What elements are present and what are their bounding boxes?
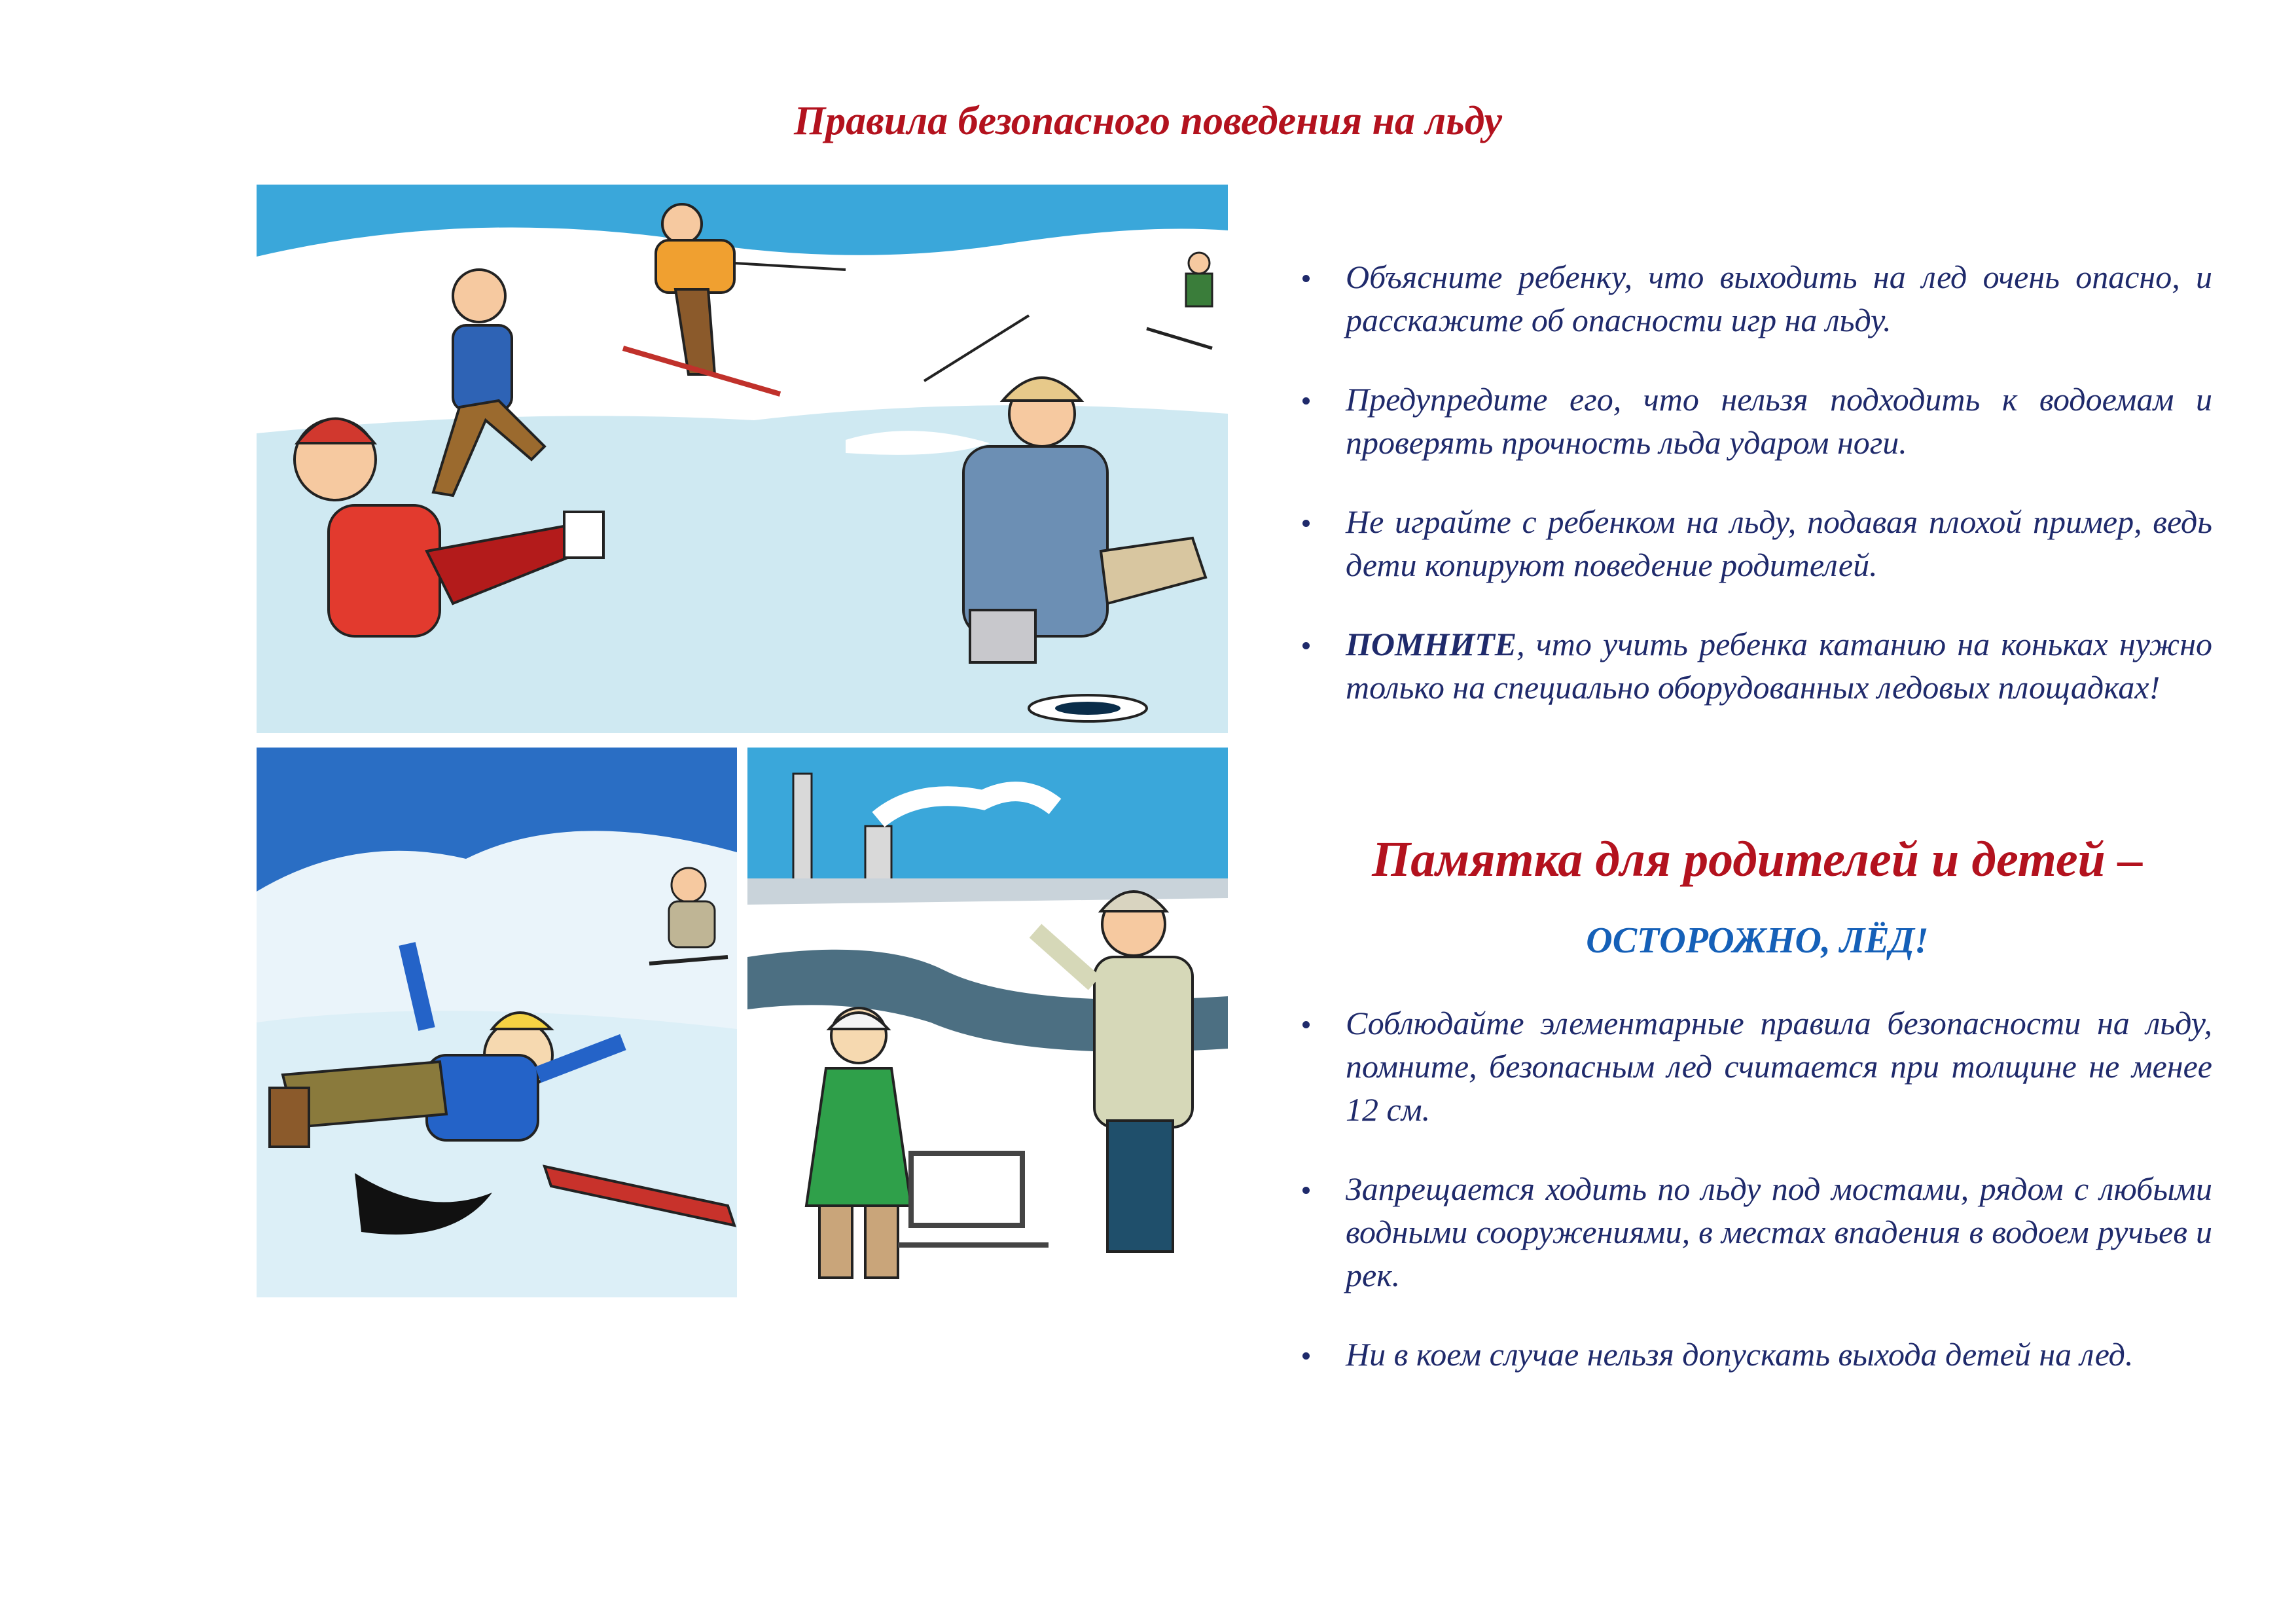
rule-item: Соблюдайте элементарные правила безопасности на льду, помните, безопасным лед считается при толщине не менее 12 см. bbox=[1302, 1001, 2212, 1131]
rule-item: Запрещается ходить по льду под мостами, рядом с любыми водными сооружениями, в местах впадения в водоем ручьев и рек. bbox=[1302, 1167, 2212, 1297]
bullet-icon bbox=[1302, 1352, 1310, 1360]
illustration-falling-through-ice bbox=[257, 748, 737, 1297]
rules-list-top bbox=[1302, 255, 2212, 745]
bullet-icon bbox=[1302, 520, 1310, 527]
illustration-collage bbox=[257, 185, 1228, 1297]
rule-item: Не играйте с ребенком на льду, подавая плохой пример, ведь дети копируют поведение родителей. bbox=[1302, 500, 2212, 586]
rule-item: Ни в коем случае нельзя допускать выхода детей на лед. bbox=[1302, 1333, 2212, 1376]
bullet-icon bbox=[1302, 1021, 1310, 1028]
bullet-icon bbox=[1302, 1187, 1310, 1194]
page-title: Правила безопасного поведения на льду bbox=[793, 99, 1503, 143]
rule-item: Предупредите его, что нельзя подходить к водоемам и проверять прочность льда ударом ноги. bbox=[1302, 378, 2212, 464]
illustration-skating-on-ice bbox=[257, 185, 1228, 733]
rules-list-bottom bbox=[1302, 1001, 2212, 1412]
rule-item: ПОМНИТЕ, что учить ребенка катанию на коньках нужно только на специально оборудованных ледовых площадках! bbox=[1302, 623, 2212, 709]
memo-subtitle: ОСТОРОЖНО, ЛЁД! bbox=[1586, 920, 1929, 961]
illustration-warning-near-river bbox=[747, 748, 1228, 1297]
bullet-icon bbox=[1302, 397, 1310, 405]
rule-item: Объясните ребенку, что выходить на лед очень опасно, и расскажите об опасности игр на льду. bbox=[1302, 255, 2212, 342]
bullet-icon bbox=[1302, 275, 1310, 282]
memo-title: Памятка для родителей и детей – bbox=[1372, 832, 2143, 887]
bullet-icon bbox=[1302, 642, 1310, 649]
